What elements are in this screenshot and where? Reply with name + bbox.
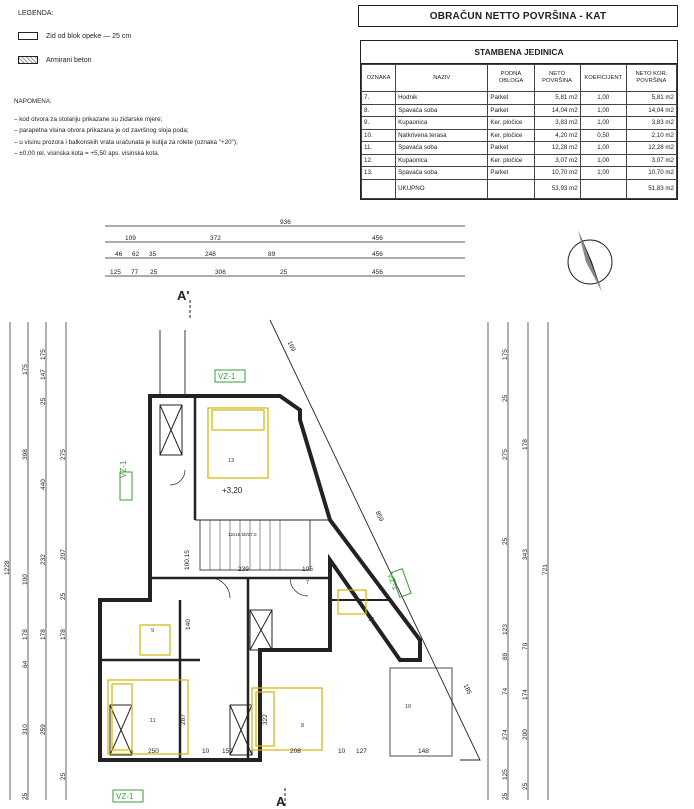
dimension-label: 9: [151, 628, 155, 634]
vz-label: VZ-1: [218, 372, 236, 381]
dimension-label: 148: [418, 748, 429, 755]
dimension-label: 100: [22, 574, 29, 585]
table-cell: 3,07 m2: [534, 154, 580, 167]
table-cell: 12,28 m2: [534, 142, 580, 155]
table-cell: Ker. pločice: [488, 117, 534, 130]
dimension-label: 13: [228, 458, 235, 464]
table-cell: Ker. pločice: [488, 129, 534, 142]
dimension-label: 77: [131, 269, 139, 276]
table-cell: Ker. pločice: [488, 154, 534, 167]
dimension-label: 175: [40, 349, 47, 360]
table-cell: 7.: [362, 92, 396, 105]
note-line: – parapetna visina otvora prikazana je od završnog sloja poda;: [14, 127, 189, 134]
table-cell: 10,70 m2: [626, 167, 676, 180]
dimension-label: 35: [149, 251, 157, 258]
dimension-label: 105: [302, 566, 313, 573]
section-mark-bottom: A: [276, 794, 286, 809]
table-cell: 2,10 m2: [626, 129, 676, 142]
col-header: PODNA OBLOGA: [488, 65, 534, 92]
notes-title: NAPOMENA:: [14, 98, 52, 105]
note-line: – kod otvora za stolariju prikazane su zidarske mjere;: [14, 115, 163, 123]
table-cell: 1,00: [580, 167, 626, 180]
dimension-label: 440: [40, 479, 47, 490]
dimension-label: 275: [60, 449, 67, 460]
dimension-label: 178: [522, 439, 529, 450]
table-cell: 14,04 m2: [534, 104, 580, 117]
dimension-label: 25: [502, 537, 509, 545]
table-cell: Spavaća soba: [396, 104, 488, 117]
dimension-label: 456: [372, 235, 383, 242]
dimension-label: 169: [285, 340, 297, 353]
dimension-label: 310: [22, 724, 29, 735]
vz-label: VZ-1: [119, 460, 128, 478]
dimension-label: 64: [22, 660, 29, 668]
table-cell: 12,28 m2: [626, 142, 676, 155]
dimension-label: 127: [356, 748, 367, 755]
table-cell: 1,00: [580, 142, 626, 155]
col-header: KOEFICIJENT: [580, 65, 626, 92]
dimension-label: 178: [60, 629, 67, 640]
legend-label: Armirani beton: [46, 56, 92, 64]
table-cell: Spavaća soba: [396, 142, 488, 155]
dimension-label: 456: [372, 269, 383, 276]
table-cell: 10,70 m2: [534, 167, 580, 180]
dimension-label: 239: [238, 566, 249, 573]
table-cell: Spavaća soba: [396, 167, 488, 180]
dimension-label: 89: [268, 251, 276, 258]
dimension-label: 10: [338, 748, 346, 755]
col-header: OZNAKA: [362, 65, 396, 92]
table-cell: 9.: [362, 117, 396, 130]
dimension-label: 70: [522, 642, 529, 650]
level-mark: +3,20: [222, 486, 243, 495]
table-cell: 14,04 m2: [626, 104, 676, 117]
table-cell: Kupaonica: [396, 154, 488, 167]
table-cell: 12.: [362, 154, 396, 167]
dimension-label: 287: [180, 714, 187, 725]
dimension-label: 175: [502, 349, 509, 360]
dimension-label: 89: [502, 652, 509, 660]
table-cell: 1,00: [580, 92, 626, 105]
col-header: NETO POVRŠINA: [534, 65, 580, 92]
table-cell: 1,00: [580, 117, 626, 130]
dimension-label: 178: [40, 629, 47, 640]
dimension-label: 25: [60, 592, 67, 600]
dimension-label: 25: [150, 269, 158, 276]
section-mark-top: A': [177, 288, 190, 303]
table-cell: 1,00: [580, 154, 626, 167]
dimension-label: 232: [40, 554, 47, 565]
legend-label: Zid od blok opeke — 25 cm: [46, 32, 132, 40]
dimension-label: 62: [132, 251, 140, 258]
dimension-label: 343: [522, 549, 529, 560]
table-cell: 10.: [362, 129, 396, 142]
dimension-label: 174: [522, 689, 529, 700]
north-arrow-icon: [568, 230, 612, 292]
dimension-label: 274: [502, 729, 509, 740]
table-cell: 13.: [362, 167, 396, 180]
dimension-label: 721: [542, 564, 549, 575]
table-cell: 0,50: [580, 129, 626, 142]
table-cell: 4,20 m2: [534, 129, 580, 142]
dimension-label: 178: [22, 629, 29, 640]
table-cell: 5,81 m2: [626, 92, 676, 105]
legend-title: LEGENDA:: [18, 10, 54, 17]
dimension-label: 248: [205, 251, 216, 258]
dimension-label: 175: [22, 364, 29, 375]
table-cell: 51,83 m2: [626, 179, 676, 198]
dimension-label: 398: [22, 449, 29, 460]
table-subtitle: STAMBENA JEDINICA: [361, 41, 677, 64]
table-cell: Parket: [488, 167, 534, 180]
col-header: NAZIV: [396, 65, 488, 92]
dimension-label: 208: [290, 748, 301, 755]
table-cell: Parket: [488, 92, 534, 105]
dimension-label: 150: [222, 748, 233, 755]
dimension-label: 147: [40, 369, 47, 380]
dimension-label: 936: [280, 219, 291, 226]
table-cell: Kupaonica: [396, 117, 488, 130]
table-cell: 5,81 m2: [534, 92, 580, 105]
dimension-label: 25: [502, 394, 509, 402]
dimension-label: 7: [306, 580, 310, 586]
dimension-label: 109: [125, 235, 136, 242]
dimension-label: 74: [502, 687, 509, 695]
table-cell: Natkrivena terasa: [396, 129, 488, 142]
table-cell: 3,07 m2: [626, 154, 676, 167]
dimension-label: 12: [368, 617, 375, 623]
note-line: – ±0,00 rel. visinska kota = +5,50 aps. visinska kota.: [14, 150, 160, 157]
vz-label: VZ-1: [385, 572, 400, 592]
dimension-label: 25: [60, 772, 67, 780]
table-title: OBRAČUN NETTO POVRŠINA - KAT: [358, 5, 678, 27]
dimension-label: 25: [40, 397, 47, 405]
dimension-label: 275: [502, 449, 509, 460]
table-cell: 3,83 m2: [534, 117, 580, 130]
dimension-label: 207: [60, 549, 67, 560]
table-cell: 8.: [362, 104, 396, 117]
table-cell: 1,00: [580, 104, 626, 117]
dimension-label: 125: [110, 269, 121, 276]
dimension-label: 25: [502, 792, 509, 800]
dimension-label: 1228: [4, 560, 11, 575]
dimension-label: 259: [40, 724, 47, 735]
dimension-label: 250: [148, 748, 159, 755]
dimension-label: 46: [115, 251, 123, 258]
table-cell: Hodnik: [396, 92, 488, 105]
dimension-label: 25: [522, 782, 529, 790]
dimension-label: 100.15: [184, 550, 191, 570]
dimension-label: 25: [280, 269, 288, 276]
dimension-label: 140: [185, 619, 192, 630]
table-cell: 11.: [362, 142, 396, 155]
dimension-label: 185: [461, 683, 473, 696]
dimension-label: 25: [22, 792, 29, 800]
dimension-label: 125: [502, 769, 509, 780]
dimension-label: 456: [372, 251, 383, 258]
note-line: – u visinu prozora i balkonskih vrata uračunata je kutija za rolete (oznaka "+20");: [14, 138, 238, 146]
vz-label: VZ-1: [116, 792, 134, 801]
dimension-label: 372: [210, 235, 221, 242]
dimension-label: 859: [373, 510, 385, 523]
dimension-label: 10: [405, 704, 412, 710]
dimension-label: 10: [202, 748, 210, 755]
table-cell: Parket: [488, 104, 534, 117]
table-cell: 3,83 m2: [626, 117, 676, 130]
dimension-label: 8: [301, 723, 305, 729]
dimension-label: 123: [502, 624, 509, 635]
col-header: NETO KOR. POVRŠINA: [626, 65, 676, 92]
dimension-label: 11: [150, 718, 156, 724]
table-cell: Parket: [488, 142, 534, 155]
dimension-label: 200: [522, 729, 529, 740]
dimension-label: 322: [262, 714, 269, 725]
dimension-label: 306: [215, 269, 226, 276]
table-cell: 53,93 m2: [534, 179, 580, 198]
table-cell: UKUPNO: [396, 179, 488, 198]
stair-text: 12x16.50/27.0: [228, 532, 257, 537]
